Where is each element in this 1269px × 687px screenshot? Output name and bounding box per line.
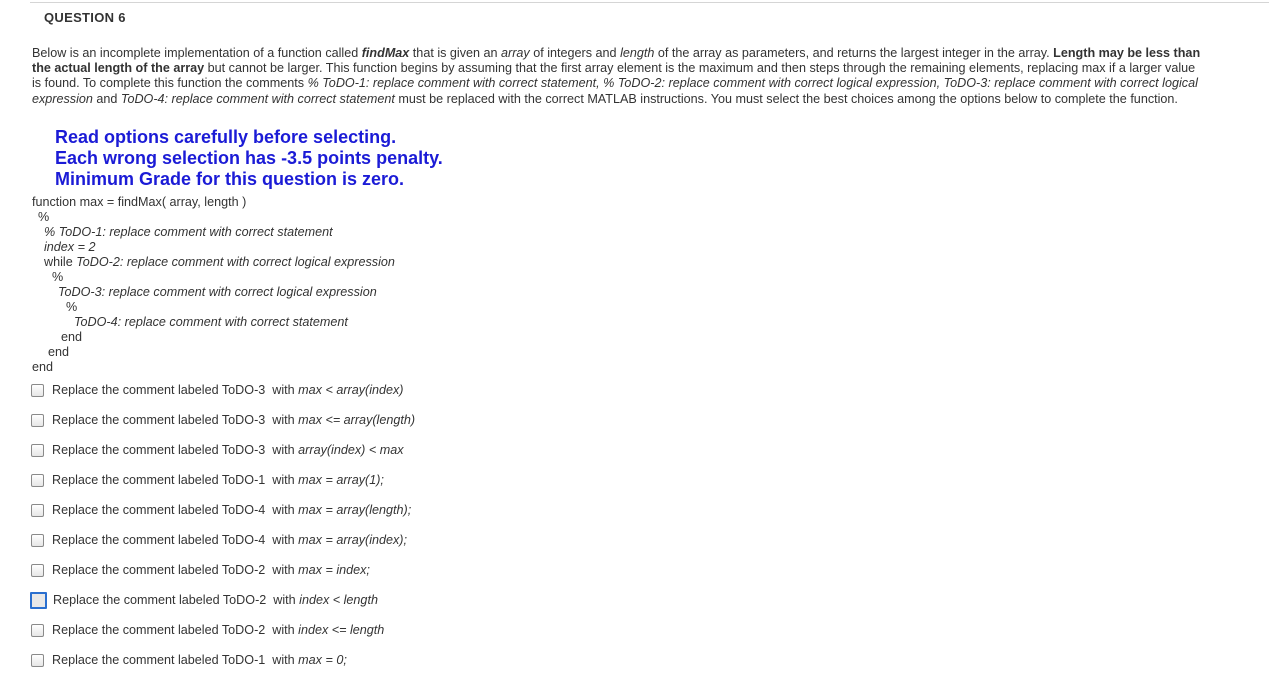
warning-line-1: Read options carefully before selecting.: [55, 127, 397, 147]
intro-segment: ToDO-4: replace comment with correct statement: [120, 91, 395, 106]
intro-segment: but cannot be larger. This function begins by assuming that the first array element is the maximum and then steps through the remaining elements, replacing max if a larger value is found. To complete this function the comments: [32, 61, 1196, 91]
code-line: function max = findMax( array, length ): [32, 195, 247, 209]
answer-option[interactable]: [31, 590, 631, 610]
code-line: %: [52, 270, 64, 284]
intro-segment: and: [92, 91, 121, 106]
answer-option[interactable]: [31, 650, 631, 670]
answer-option[interactable]: [31, 560, 631, 580]
answer-option[interactable]: [31, 380, 631, 400]
option-checkbox[interactable]: [31, 414, 44, 427]
option-checkbox[interactable]: [31, 654, 44, 667]
intro-segment: length: [620, 46, 655, 60]
penalty-warning: [55, 127, 443, 190]
answer-option[interactable]: [31, 500, 631, 520]
code-line: while ToDO-2: replace comment with correct logical expression: [44, 255, 395, 269]
intro-segment: array: [501, 46, 530, 60]
option-expression: max = 0;: [298, 653, 347, 667]
code-line: %: [66, 300, 78, 314]
option-expression: array(index) < max: [298, 443, 404, 457]
answer-option[interactable]: [31, 440, 631, 460]
intro-segment: % ToDO-1: replace comment with correct statement, % ToDO-2: replace comment with correct logical expression, ToDO-3: replace comment with correct logical expression: [32, 76, 1198, 106]
option-checkbox[interactable]: [31, 624, 44, 637]
option-expression: max = array(index);: [298, 533, 408, 547]
option-label: Replace the comment labeled ToDO-3 with: [52, 413, 299, 427]
intro-segment: of integers and: [529, 46, 621, 60]
option-checkbox[interactable]: [30, 592, 47, 609]
option-label: Replace the comment labeled ToDO-2 with: [52, 623, 299, 637]
code-line: end: [32, 360, 54, 374]
code-line: end: [48, 345, 70, 359]
option-label: Replace the comment labeled ToDO-2 with: [52, 563, 299, 577]
option-label: Replace the comment labeled ToDO-4 with: [52, 503, 299, 517]
option-label: Replace the comment labeled ToDO-4 with: [52, 533, 299, 547]
option-label: Replace the comment labeled ToDO-2 with: [53, 593, 300, 607]
option-expression: max <= array(length): [298, 413, 416, 427]
intro-segment: Below is an incomplete implementation of a function called: [32, 46, 362, 60]
intro-segment: Length may be less than the actual length of the array: [32, 46, 1201, 76]
warning-line-2: Each wrong selection has -3.5 points penalty.: [55, 148, 443, 168]
option-label: Replace the comment labeled ToDO-1 with: [52, 473, 299, 487]
intro-segment: that is given an: [409, 46, 502, 60]
code-line: ToDO-4: replace comment with correct statement: [74, 315, 348, 329]
intro-segment: of the array as parameters, and returns the largest integer in the array.: [654, 46, 1054, 60]
question-intro: [32, 46, 1207, 107]
answer-option[interactable]: [31, 530, 631, 550]
option-expression: max = index;: [298, 563, 370, 577]
option-expression: max = array(1);: [298, 473, 384, 487]
answer-option[interactable]: [31, 620, 631, 640]
option-checkbox[interactable]: [31, 504, 44, 517]
question-title: QUESTION 6: [44, 10, 126, 25]
code-line: % ToDO-1: replace comment with correct statement: [44, 225, 333, 239]
code-block: [32, 195, 395, 375]
option-label: Replace the comment labeled ToDO-3 with: [52, 443, 299, 457]
answer-option[interactable]: [31, 410, 631, 430]
code-line: %: [38, 210, 50, 224]
option-label: Replace the comment labeled ToDO-1 with: [52, 653, 299, 667]
answer-option[interactable]: [31, 470, 631, 490]
code-line: index = 2: [44, 240, 96, 254]
option-checkbox[interactable]: [31, 474, 44, 487]
warning-line-3: Minimum Grade for this question is zero.: [55, 169, 405, 189]
intro-segment: must be replaced with the correct MATLAB instructions. You must select the best choices among the options below to complete the function.: [394, 91, 1178, 106]
intro-segment: findMax: [361, 46, 410, 60]
top-divider: [30, 2, 1269, 3]
option-expression: max < array(index): [298, 383, 404, 397]
code-line: end: [61, 330, 83, 344]
option-checkbox[interactable]: [31, 384, 44, 397]
option-checkbox[interactable]: [31, 534, 44, 547]
option-expression: index <= length: [298, 623, 385, 637]
option-checkbox[interactable]: [31, 444, 44, 457]
option-expression: index < length: [299, 593, 378, 607]
option-label: Replace the comment labeled ToDO-3 with: [52, 383, 299, 397]
option-checkbox[interactable]: [31, 564, 44, 577]
option-expression: max = array(length);: [298, 503, 412, 517]
code-line: ToDO-3: replace comment with correct logical expression: [58, 285, 377, 299]
